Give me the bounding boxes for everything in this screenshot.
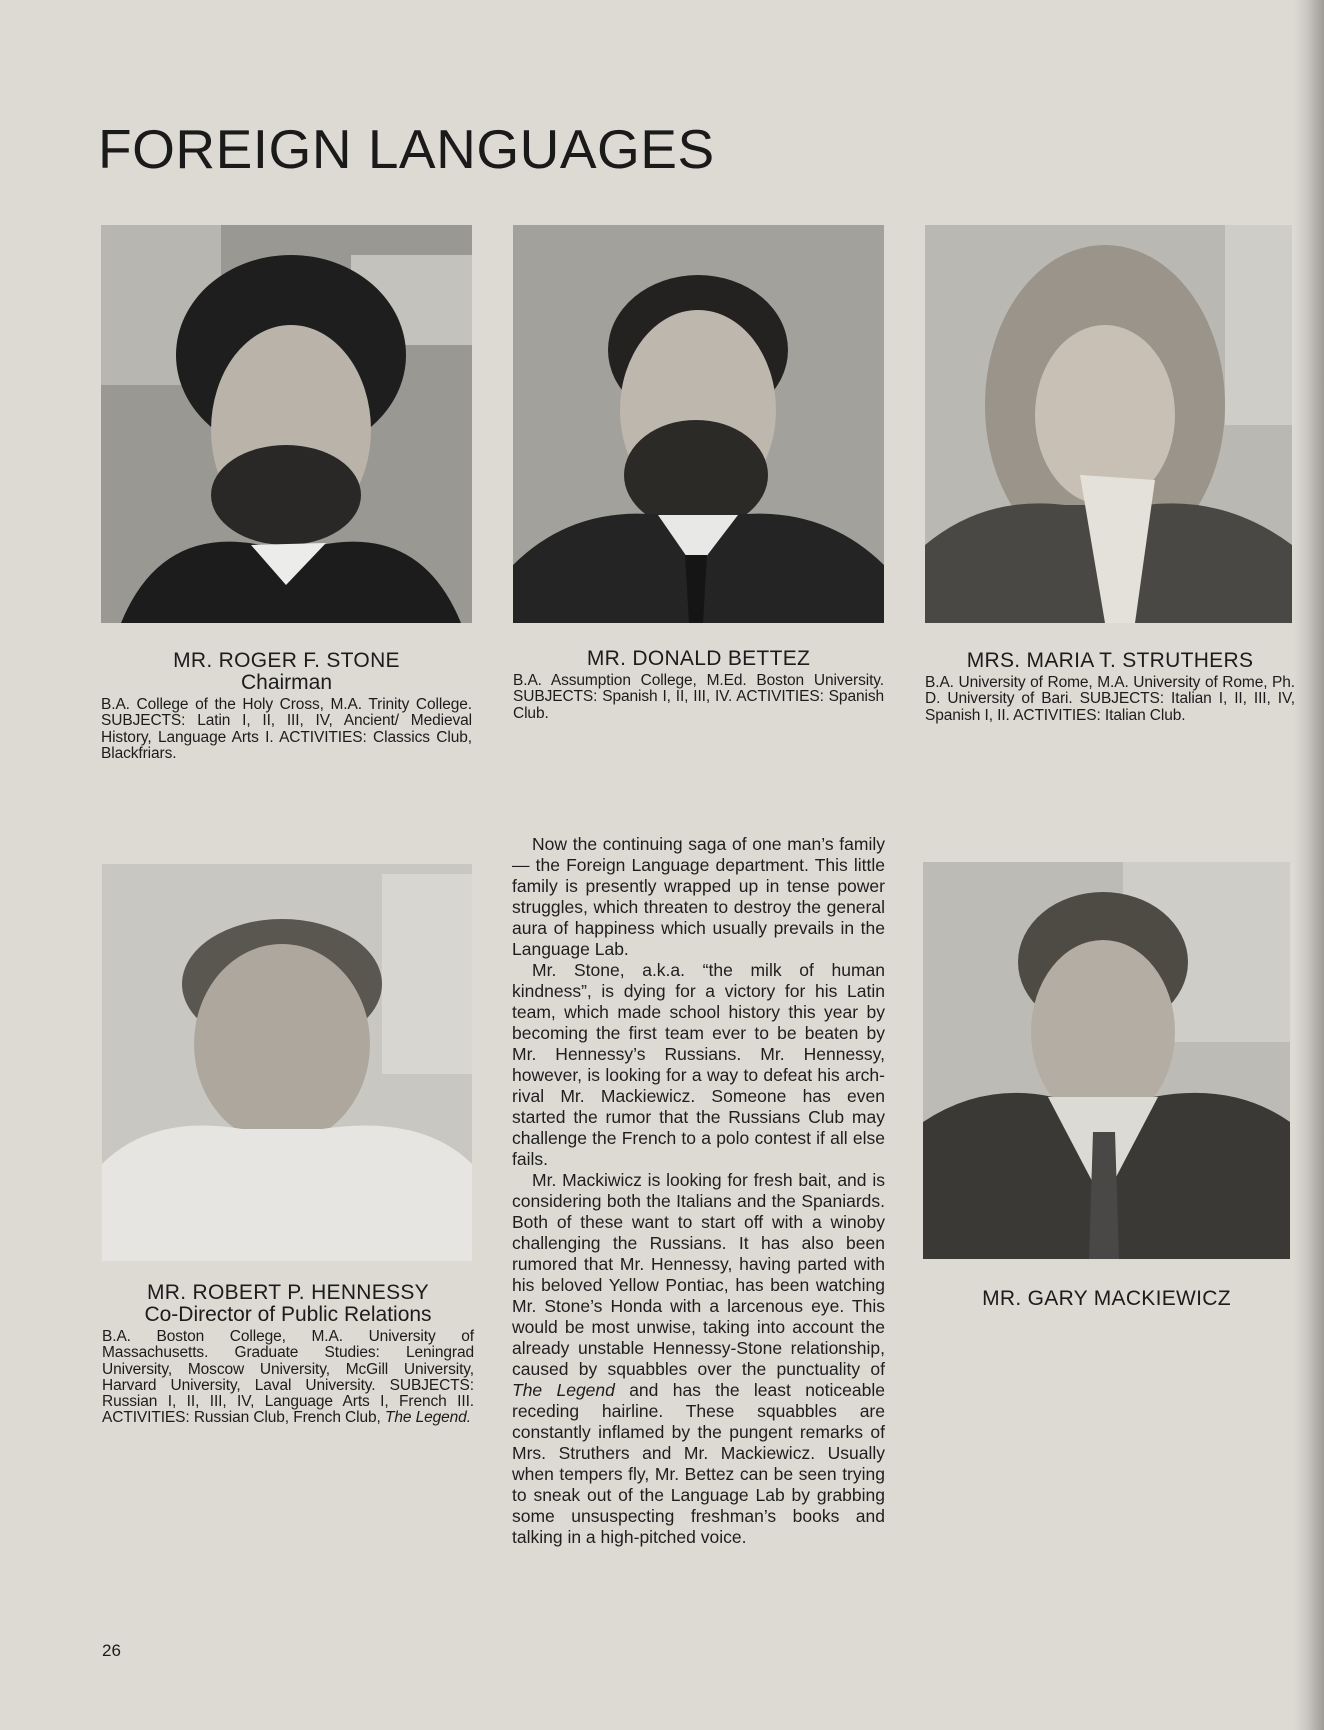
faculty-bio-text: B.A. Boston College, M.A. University of Massachusetts. Graduate Studies: Leningrad University, Moscow University, McGill University, Harvard University, Laval University. SUBJECTS: Russian I, II, III, IV, Language Arts I, French III. ACTIVITIES: Russian Club, French Club, — [102, 1328, 474, 1427]
story-text: Mr. Mackiwicz is looking for fresh bait, and is considering both the Italians and the Spaniards. Both of these want to start off with a winoby challenging the Russians. It has also been rumored that Mr. Hennessy, having parted with his beloved Yellow Pontiac, has been watching Mr. Stone’s Honda with a larcenous eye. This would be most unwise, taking into account the already unstable Hennessy-Stone relationship, caused by squabbles over the punctuality of — [512, 1170, 885, 1379]
faculty-name: MR. DONALD BETTEZ — [586, 647, 811, 670]
caption-robert-hennessy — [102, 1282, 474, 1427]
photo-roger-stone — [101, 225, 472, 623]
caption-maria-struthers — [925, 650, 1295, 724]
faculty-name: MR. GARY MACKIEWICZ — [982, 1287, 1231, 1310]
faculty-bio: B.A. University of Rome, M.A. University of Rome, Ph. D. University of Bari. SUBJECTS: Italian I, II, III, IV, Spanish I, II. ACTIVITIES: Italian Club. — [925, 674, 1295, 724]
faculty-bio — [102, 1329, 474, 1427]
story-paragraph: Now the continuing saga of one man’s family — the Foreign Language department. This little family is presently wrapped up in tense power struggles, which threaten to destroy the general aura of happiness which usually prevails in the Language Lab. — [512, 834, 885, 959]
binding-shadow — [1294, 0, 1324, 1730]
photo-maria-struthers — [925, 225, 1292, 623]
photo-robert-hennessy — [102, 864, 472, 1261]
story-column — [512, 834, 885, 1548]
faculty-bio: B.A. Assumption College, M.Ed. Boston University. SUBJECTS: Spanish I, II, III, IV. ACTIVITIES: Spanish Club. — [513, 672, 884, 722]
story-text: and has the least noticeable receding hairline. These squabbles are constantly inflamed by the pungent remarks of Mrs. Struthers and Mr. Mackiewicz. Usually when tempers fly, Mr. Bettez can be seen trying to sneak out of the Language Lab by grabbing some unsuspecting freshman’s books and talking in a high-pitched voice. — [512, 1380, 885, 1547]
faculty-bio: B.A. College of the Holy Cross, M.A. Trinity College. SUBJECTS: Latin I, II, III, IV, Ancient/ Medieval History, Language Arts I. ACTIVITIES: Classics Club, Blackfriars. — [101, 696, 472, 762]
portrait-silhouette-icon — [925, 225, 1292, 623]
faculty-role: Chairman — [240, 671, 333, 695]
story-paragraph: Mr. Stone, a.k.a. “the milk of human kindness”, is dying for a victory for his Latin team, which made school history this year by becoming the first team ever to be beaten by Mr. Hennessy’s Russians. Mr. Hennessy, however, is looking for a way to defeat his arch-rival Mr. Mackiewicz. Someone has even started the rumor that the Russians Club may challenge the French to a polo contest if all else fails. — [512, 960, 885, 1169]
portrait-silhouette-icon — [923, 862, 1290, 1259]
faculty-name: MR. ROGER F. STONE — [173, 649, 400, 672]
faculty-role: Co-Director of Public Relations — [144, 1303, 432, 1327]
faculty-name: MRS. MARIA T. STRUTHERS — [966, 649, 1254, 672]
page-number: 26 — [102, 1641, 121, 1660]
story-italic: The Legend — [512, 1380, 615, 1400]
caption-gary-mackiewicz — [923, 1288, 1290, 1310]
page-title: FOREIGN LANGUAGES — [98, 118, 715, 180]
portrait-silhouette-icon — [513, 225, 884, 623]
story-paragraph — [512, 1170, 885, 1548]
faculty-bio-italic: The Legend. — [384, 1409, 471, 1427]
faculty-name: MR. ROBERT P. HENNESSY — [146, 1281, 429, 1304]
photo-donald-bettez — [513, 225, 884, 623]
caption-roger-stone — [101, 650, 472, 762]
portrait-silhouette-icon — [101, 225, 472, 623]
caption-donald-bettez — [513, 648, 884, 722]
portrait-silhouette-icon — [102, 864, 472, 1261]
photo-gary-mackiewicz — [923, 862, 1290, 1259]
